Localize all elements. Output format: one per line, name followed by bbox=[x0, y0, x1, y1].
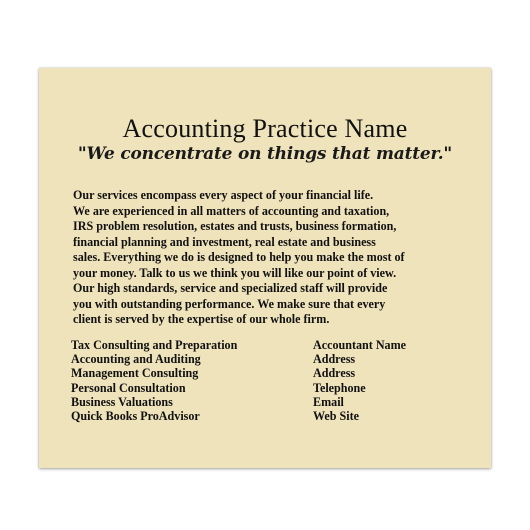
description-line: financial planning and investment, real estate and business bbox=[73, 234, 376, 249]
description-line: IRS problem resolution, estates and trusts, business formation, bbox=[73, 219, 397, 233]
service-item: Personal Consultation bbox=[71, 380, 186, 395]
service-item: Tax Consulting and Preparation bbox=[71, 338, 238, 352]
service-item: Quick Books ProAdvisor bbox=[71, 409, 200, 424]
contact-website: Web Site bbox=[313, 409, 360, 424]
contact-email: Email bbox=[313, 394, 344, 409]
description-line: Our high standards, service and specialized staff will provide bbox=[73, 281, 388, 295]
contact-info bbox=[313, 338, 473, 423]
description-line: We are experienced in all matters of accounting and taxation, bbox=[73, 203, 390, 218]
description-line: sales. Everything we do is designed to help you make the most of bbox=[73, 250, 405, 264]
service-item: Business Valuations bbox=[71, 394, 173, 409]
description-line: you with outstanding performance. We make sure that every bbox=[73, 296, 386, 311]
contact-accountant-name: Accountant Name bbox=[313, 338, 407, 352]
services-description bbox=[73, 188, 473, 328]
services-list bbox=[71, 338, 291, 423]
contact-address: Address bbox=[313, 352, 356, 367]
contact-address: Address bbox=[313, 366, 356, 381]
description-line: Our services encompass every aspect of your financial life. bbox=[73, 188, 374, 202]
service-item: Accounting and Auditing bbox=[71, 352, 201, 367]
tagline: "We concentrate on things that matter." bbox=[77, 144, 453, 164]
service-item: Management Consulting bbox=[71, 366, 199, 381]
description-line: client is served by the expertise of our whole firm. bbox=[73, 312, 330, 326]
description-line: your money. Talk to us we think you will like our point of view. bbox=[73, 265, 397, 280]
contact-telephone: Telephone bbox=[313, 380, 366, 395]
practice-name-title: Accounting Practice Name bbox=[122, 114, 408, 143]
flyer-sheet bbox=[39, 68, 491, 468]
